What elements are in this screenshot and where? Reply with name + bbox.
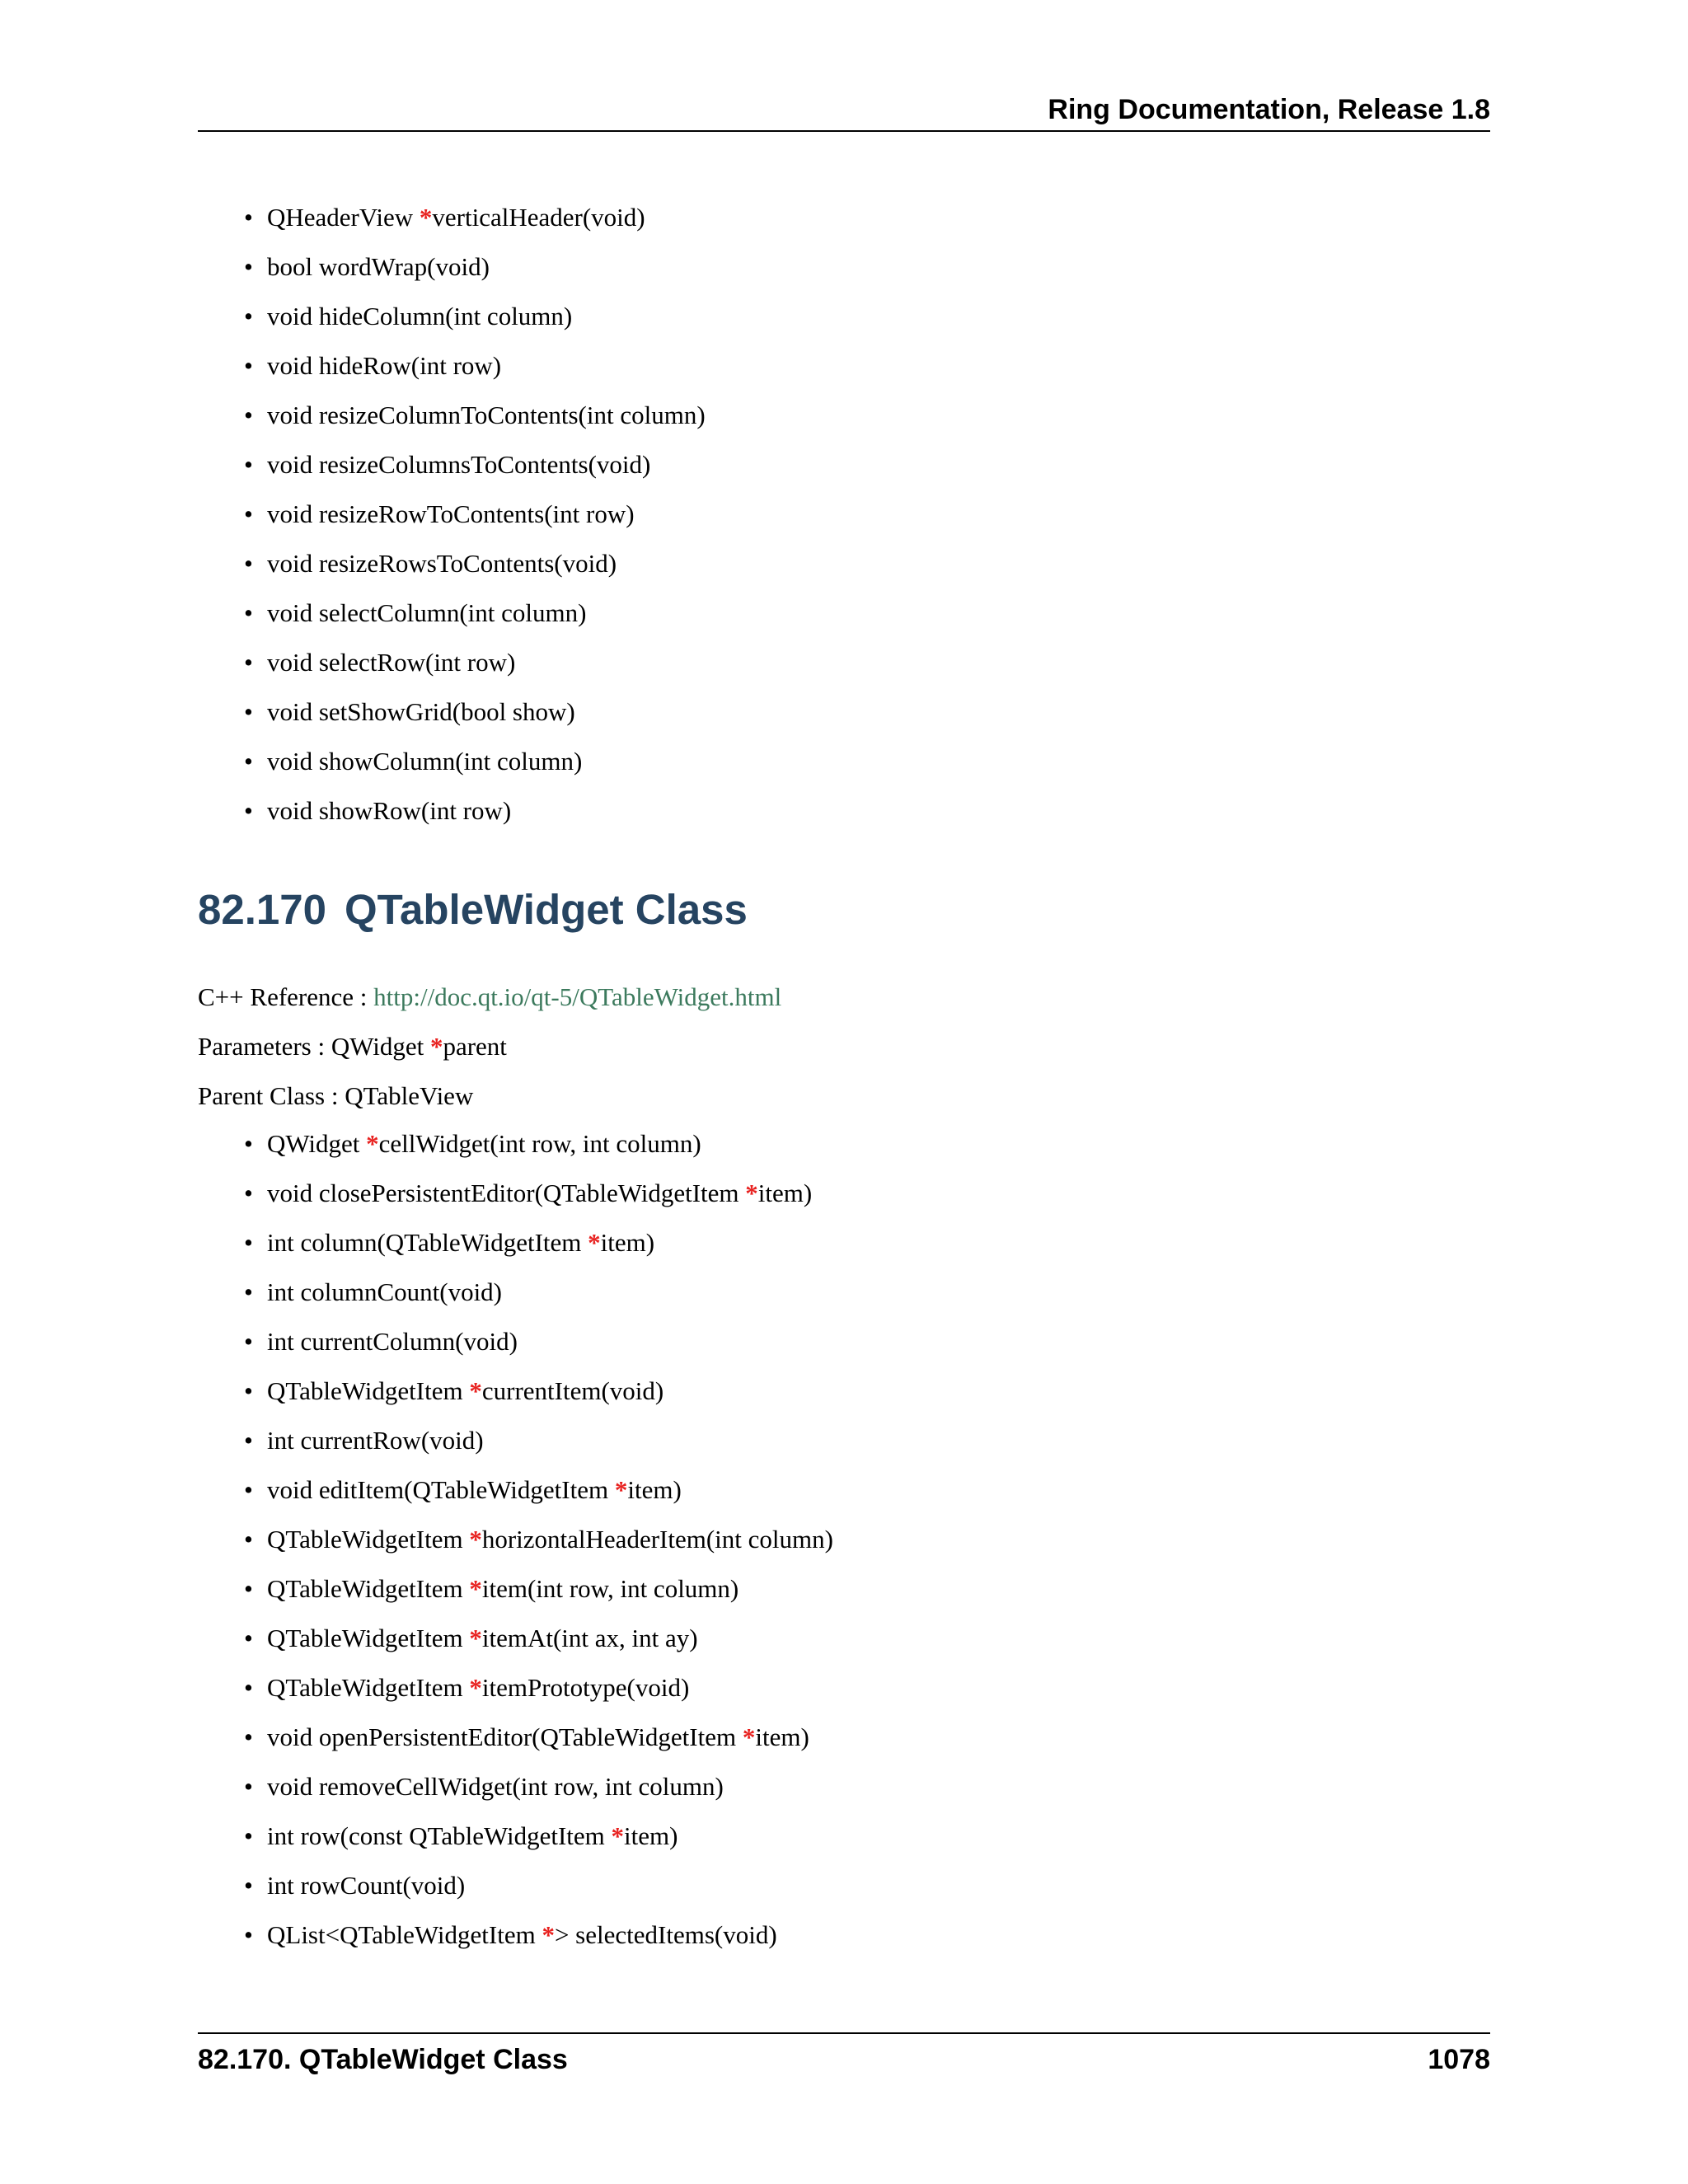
method-signature: void selectColumn(int column) xyxy=(267,598,587,627)
bullet-icon: • xyxy=(244,1228,253,1257)
pointer-star: * xyxy=(469,1673,482,1702)
list-item xyxy=(198,440,1490,490)
list-item xyxy=(198,341,1490,391)
method-signature-rest: horizontalHeaderItem(int column) xyxy=(481,1525,833,1554)
bullet-icon: • xyxy=(244,1871,253,1900)
bullet-icon: • xyxy=(244,598,253,627)
bullet-icon: • xyxy=(244,1920,253,1949)
method-signature-rest: cellWidget(int row, int column) xyxy=(378,1129,701,1158)
bullet-icon: • xyxy=(244,1129,253,1158)
method-signature-rest: item(int row, int column) xyxy=(481,1574,739,1603)
cpp-reference-label: C++ Reference : xyxy=(198,982,374,1011)
method-signature: QHeaderView xyxy=(267,203,420,232)
list-item xyxy=(198,1515,1490,1564)
method-signature: void setShowGrid(bool show) xyxy=(267,697,575,726)
cpp-reference-line xyxy=(198,981,781,1014)
bullet-icon: • xyxy=(244,747,253,776)
method-signature: void hideRow(int row) xyxy=(267,351,502,380)
pointer-star: * xyxy=(588,1228,601,1257)
method-signature-rest: itemAt(int ax, int ay) xyxy=(481,1624,698,1652)
method-signature: void openPersistentEditor(QTableWidgetItem xyxy=(267,1722,743,1751)
list-item xyxy=(198,1811,1490,1861)
list-item xyxy=(198,1465,1490,1515)
method-signature: void resizeColumnToContents(int column) xyxy=(267,401,706,429)
list-item xyxy=(198,588,1490,638)
bullet-icon: • xyxy=(244,1327,253,1356)
method-signature: QTableWidgetItem xyxy=(267,1376,470,1405)
bullet-icon: • xyxy=(244,1277,253,1306)
list-item xyxy=(198,1910,1490,1960)
pointer-star: * xyxy=(469,1574,482,1603)
bullet-icon: • xyxy=(244,648,253,677)
method-signature-rest: item) xyxy=(624,1821,678,1850)
method-signature-rest: currentItem(void) xyxy=(481,1376,664,1405)
pointer-star: * xyxy=(542,1920,555,1949)
method-signature: void editItem(QTableWidgetItem xyxy=(267,1475,615,1504)
pointer-star: * xyxy=(419,203,433,232)
bullet-icon: • xyxy=(244,499,253,528)
footer-section-title: 82.170. QTableWidget Class xyxy=(198,2044,568,2075)
pointer-star: * xyxy=(611,1821,625,1850)
method-signature: void resizeRowToContents(int row) xyxy=(267,499,635,528)
bullet-icon: • xyxy=(244,1426,253,1455)
list-item xyxy=(198,1119,1490,1169)
running-header-title: Ring Documentation, Release 1.8 xyxy=(1048,94,1490,125)
list-item xyxy=(198,1861,1490,1910)
method-signature: QWidget xyxy=(267,1129,367,1158)
list-item xyxy=(198,490,1490,539)
list-item xyxy=(198,1663,1490,1713)
method-signature: int rowCount(void) xyxy=(267,1871,466,1900)
footer-divider xyxy=(198,2032,1490,2034)
parameters-name: parent xyxy=(443,1032,507,1061)
method-signature: QTableWidgetItem xyxy=(267,1624,470,1652)
list-item xyxy=(198,786,1490,836)
pointer-star: * xyxy=(469,1624,482,1652)
pointer-star: * xyxy=(469,1525,482,1554)
method-signature-rest: item) xyxy=(755,1722,809,1751)
bullet-icon: • xyxy=(244,1475,253,1504)
bullet-icon: • xyxy=(244,252,253,281)
method-signature: int columnCount(void) xyxy=(267,1277,503,1306)
method-list-qtablewidget xyxy=(198,1119,1490,1960)
method-signature: void resizeRowsToContents(void) xyxy=(267,549,617,578)
method-signature: QTableWidgetItem xyxy=(267,1574,470,1603)
pointer-star: * xyxy=(745,1179,758,1207)
list-item xyxy=(198,1218,1490,1268)
cpp-reference-link[interactable]: http://doc.qt.io/qt-5/QTableWidget.html xyxy=(373,982,782,1011)
bullet-icon: • xyxy=(244,1821,253,1850)
list-item xyxy=(198,1762,1490,1811)
method-signature-rest: itemPrototype(void) xyxy=(481,1673,690,1702)
method-signature: int column(QTableWidgetItem xyxy=(267,1228,588,1257)
bullet-icon: • xyxy=(244,1772,253,1801)
method-list-previous-class xyxy=(198,193,1490,836)
method-signature: int currentRow(void) xyxy=(267,1426,484,1455)
bullet-icon: • xyxy=(244,203,253,232)
list-item xyxy=(198,1564,1490,1614)
list-item xyxy=(198,391,1490,440)
method-signature: bool wordWrap(void) xyxy=(267,252,490,281)
header-divider xyxy=(198,130,1490,132)
list-item xyxy=(198,1614,1490,1663)
list-item xyxy=(198,1317,1490,1366)
method-signature: void hideColumn(int column) xyxy=(267,302,573,330)
method-signature-rest: item) xyxy=(627,1475,682,1504)
bullet-icon: • xyxy=(244,1624,253,1652)
method-signature-rest: item) xyxy=(600,1228,655,1257)
bullet-icon: • xyxy=(244,1673,253,1702)
list-item xyxy=(198,242,1490,292)
pointer-star: * xyxy=(742,1722,756,1751)
pointer-star: * xyxy=(366,1129,379,1158)
bullet-icon: • xyxy=(244,450,253,479)
list-item xyxy=(198,1268,1490,1317)
list-item xyxy=(198,1366,1490,1416)
footer-page-number: 1078 xyxy=(1428,2044,1490,2075)
list-item xyxy=(198,292,1490,341)
section-number: 82.170 xyxy=(198,886,326,933)
method-signature: int row(const QTableWidgetItem xyxy=(267,1821,612,1850)
method-signature: QList<QTableWidgetItem xyxy=(267,1920,542,1949)
parameters-type: QWidget xyxy=(331,1032,430,1061)
bullet-icon: • xyxy=(244,549,253,578)
bullet-icon: • xyxy=(244,1179,253,1207)
section-heading xyxy=(198,883,748,936)
bullet-icon: • xyxy=(244,1574,253,1603)
parameters-label: Parameters : xyxy=(198,1032,331,1061)
pointer-star: * xyxy=(429,1032,443,1061)
list-item xyxy=(198,737,1490,786)
list-item xyxy=(198,193,1490,242)
bullet-icon: • xyxy=(244,796,253,825)
bullet-icon: • xyxy=(244,1376,253,1405)
bullet-icon: • xyxy=(244,1722,253,1751)
bullet-icon: • xyxy=(244,351,253,380)
method-signature: QTableWidgetItem xyxy=(267,1525,470,1554)
section-title: QTableWidget Class xyxy=(345,886,748,933)
method-signature-rest: > selectedItems(void) xyxy=(554,1920,777,1949)
method-signature: QTableWidgetItem xyxy=(267,1673,470,1702)
list-item xyxy=(198,539,1490,588)
method-signature: void selectRow(int row) xyxy=(267,648,516,677)
parent-class-label: Parent Class : xyxy=(198,1081,345,1110)
bullet-icon: • xyxy=(244,401,253,429)
bullet-icon: • xyxy=(244,302,253,330)
method-signature: void resizeColumnsToContents(void) xyxy=(267,450,651,479)
method-signature: int currentColumn(void) xyxy=(267,1327,518,1356)
method-signature: void showRow(int row) xyxy=(267,796,512,825)
list-item xyxy=(198,1713,1490,1762)
method-signature: void closePersistentEditor(QTableWidgetItem xyxy=(267,1179,746,1207)
bullet-icon: • xyxy=(244,1525,253,1554)
parent-class-line xyxy=(198,1080,473,1113)
list-item xyxy=(198,1169,1490,1218)
parent-class-value: QTableView xyxy=(345,1081,474,1110)
method-signature: void showColumn(int column) xyxy=(267,747,583,776)
parameters-line xyxy=(198,1030,507,1063)
list-item xyxy=(198,687,1490,737)
pointer-star: * xyxy=(469,1376,482,1405)
method-signature-rest: item) xyxy=(757,1179,813,1207)
bullet-icon: • xyxy=(244,697,253,726)
list-item xyxy=(198,1416,1490,1465)
method-signature-rest: verticalHeader(void) xyxy=(432,203,645,232)
list-item xyxy=(198,638,1490,687)
method-signature: void removeCellWidget(int row, int column) xyxy=(267,1772,724,1801)
pointer-star: * xyxy=(614,1475,628,1504)
